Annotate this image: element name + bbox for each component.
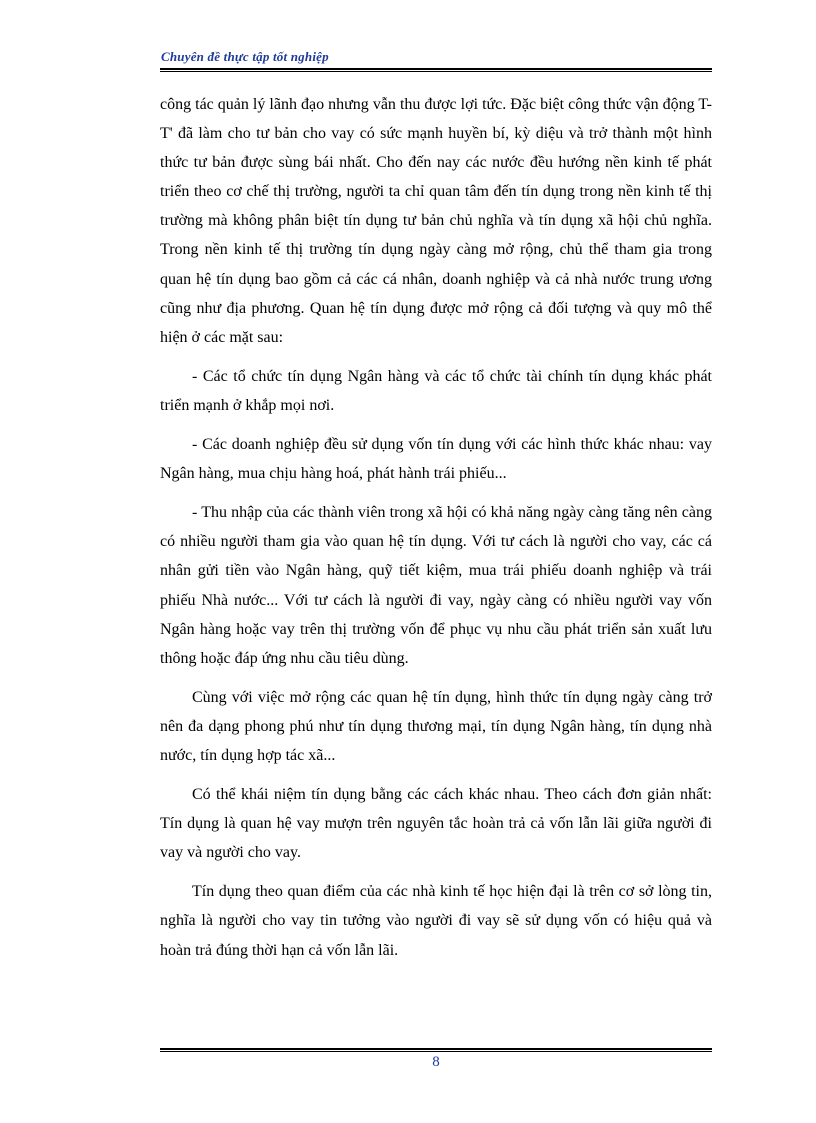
paragraph-credit-forms: Cùng với việc mở rộng các quan hệ tín dụng, hình thức tín dụng ngày càng trở nên đa dạng phong phú như tín dụng thương mại, tín dụng Ngân hàng, tín dụng nhà nước, tín dụng hợp tác xã... (160, 688, 712, 764)
paragraph-bullet-income: - Thu nhập của các thành viên trong xã hội có khả năng ngày càng tăng nên càng có nhiều người tham gia vào quan hệ tín dụng. Với tư cách là người cho vay, các cá nhân gửi tiền vào Ngân hàng, quỹ tiết kiệm, mua trái phiếu doanh nghiệp và trái phiếu Nhà nước... Với tư cách là người đi vay, ngày càng có nhiều người vay vốn Ngân hàng hoặc vay trên thị trường vốn để phục vụ nhu cầu phát triển sản xuất lưu thông hoặc đáp ứng nhu cầu tiêu dùng. (160, 504, 712, 667)
page-footer (160, 1048, 712, 1071)
paragraph-credit-definition: Có thể khái niệm tín dụng bằng các cách khác nhau. Theo cách đơn giản nhất: Tín dụng là quan hệ vay mượn trên nguyên tắc hoàn trả cả vốn lẫn lãi giữa người đi vay và người cho vay. (160, 786, 712, 862)
paragraph-bullet-enterprises: - Các doanh nghiệp đều sử dụng vốn tín dụng với các hình thức khác nhau: vay Ngân hàng, mua chịu hàng hoá, phát hành trái phiếu... (160, 436, 712, 483)
paragraph-bullet-credit-institutions: - Các tổ chức tín dụng Ngân hàng và các tổ chức tài chính tín dụng khác phát triển mạnh ở khắp mọi nơi. (160, 367, 712, 414)
page-number: 8 (432, 1054, 440, 1070)
document-body (160, 90, 712, 975)
header-title: Chuyên đề thực tập tốt nghiệp (161, 49, 329, 64)
page-header (160, 49, 712, 72)
paragraph-intro: công tác quản lý lãnh đạo nhưng vẫn thu được lợi tức. Đặc biệt công thức vận động T- T' đã làm cho tư bản cho vay có sức mạnh huyền bí, kỳ diệu và trở thành một hình thức tư bản được sùng bái nhất. Cho đến nay các nước đều hướng nền kinh tế phát triển theo cơ chế thị trường, người ta chỉ quan tâm đến tín dụng trong nền kinh tế thị trường mà không phân biệt tín dụng tư bản chủ nghĩa và tín dụng xã hội chủ nghĩa. Trong nền kinh tế thị trường tín dụng ngày càng mở rộng, chủ thể tham gia trong quan hệ tín dụng bao gồm cả các cá nhân, doanh nghiệp và cả nhà nước trung ương cũng như địa phương. Quan hệ tín dụng được mở rộng cả đối tượng và quy mô thể hiện ở các mặt sau: (160, 96, 712, 346)
footer-rule-thin (160, 1051, 712, 1052)
header-rule-thin (160, 71, 712, 72)
footer-rule (160, 1048, 712, 1050)
header-rule (160, 68, 712, 70)
paragraph-modern-view: Tín dụng theo quan điểm của các nhà kinh tế học hiện đại là trên cơ sở lòng tin, nghĩa là người cho vay tin tưởng vào người đi vay sẽ sử dụng vốn có hiệu quả và hoàn trả đúng thời hạn cả vốn lẫn lãi. (160, 883, 712, 959)
